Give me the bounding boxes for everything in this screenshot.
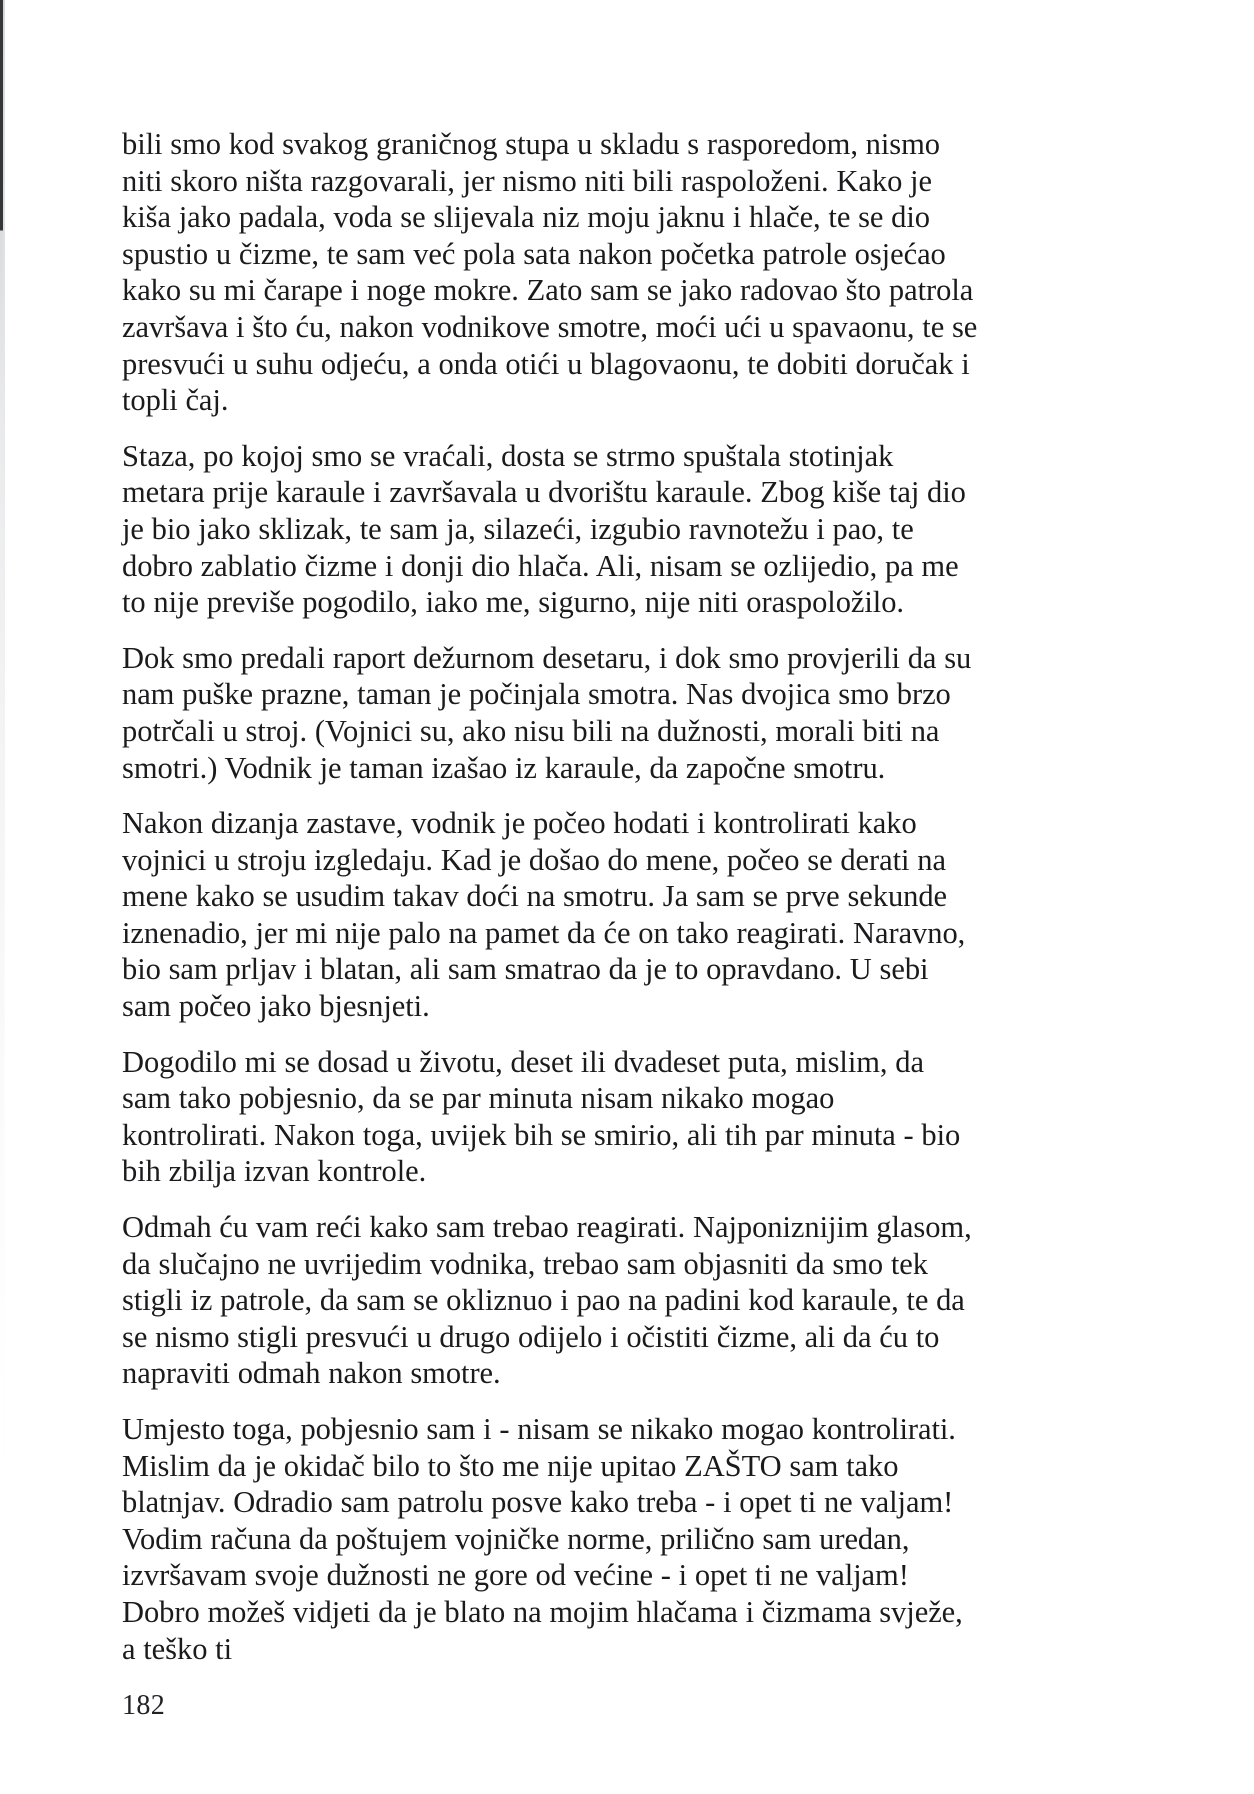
paragraph: Odmah ću vam reći kako sam trebao reagirati. Najponiznijim glasom, da slučajno ne uvrijedim vodnika, trebao sam objasniti da smo tek stigli iz patrole, da sam se okliznuo i pao na padini kod karaule, te da se nismo stigli presvući u drugo odijelo i očistiti čizme, ali da ću to napraviti odmah nakon smotre.: [122, 1210, 972, 1391]
paragraph: Dogodilo mi se dosad u životu, deset ili dvadeset puta, mislim, da sam tako pobjesnio, da se par minuta nisam nikako mogao kontrolirati. Nakon toga, uvijek bih se smirio, ali tih par minuta - bio bih zbilja izvan kontrole.: [122, 1044, 961, 1189]
paragraph: Umjesto toga, pobjesnio sam i - nisam se nikako mogao kontrolirati. Mislim da je okidač bilo to što me nije upitao ZAŠTO sam tako blatnjav. Odradio sam patrolu posve kako treba - i opet ti ne valjam! Vodim računa da poštujem vojničke norme, prilično sam uredan, izvršavam svoje dužnosti ne gore od većine - i opet ti ne valjam! Dobro možeš vidjeti da je blato na mojim hlačama i čizmama svježe, a teško ti: [122, 1412, 963, 1666]
paragraph: bili smo kod svakog graničnog stupa u skladu s rasporedom, nismo niti skoro ništa razgovarali, jer nismo niti bili raspoloženi. Kako je kiša jako padala, voda se slijevala niz moju jaknu i hlače, te se dio spustio u čizme, te sam već pola sata nakon početka patrole osjećao kako su mi čarape i noge mokre. Zato sam se jako radovao što patrola završava i što ću, nakon vodnikove smotre, moći ući u spavaonu, te se presvući u suhu odjeću, a onda otići u blagovaonu, te dobiti doručak i topli čaj.: [122, 127, 978, 418]
paragraph: Nakon dizanja zastave, vodnik je počeo hodati i kontrolirati kako vojnici u stroju izgledaju. Kad je došao do mene, počeo se derati na mene kako se usudim takav doći na smotru. Ja sam se prve sekunde iznenadio, jer mi nije palo na pamet da će on tako reagirati. Naravno, bio sam prljav i blatan, ali sam smatrao da je to opravdano. U sebi sam počeo jako bjesnjeti.: [122, 806, 966, 1024]
scan-edge-artifact-secondary: [3, 0, 5, 1794]
paragraph: Staza, po kojoj smo se vraćali, dosta se strmo spuštala stotinjak metara prije karaule i završavala u dvorištu karaule. Zbog kiše taj dio je bio jako sklizak, te sam ja, silazeći, izgubio ravnotežu i pao, te dobro zablatio čizme i donji dio hlača. Ali, nisam se ozlijedio, pa me to nije previše pogodilo, iako me, sigurno, nije niti oraspoložilo.: [122, 438, 966, 620]
page-number: 182: [122, 1690, 166, 1721]
body-text-column: [122, 126, 978, 1667]
paragraph: Dok smo predali raport dežurnom desetaru, i dok smo provjerili da su nam puške prazne, taman je počinjala smotra. Nas dvojica smo brzo potrčali u stroj. (Vojnici su, ako nisu bili na dužnosti, morali biti na smotri.) Vodnik je taman izašao iz karaule, da započne smotru.: [122, 640, 972, 785]
